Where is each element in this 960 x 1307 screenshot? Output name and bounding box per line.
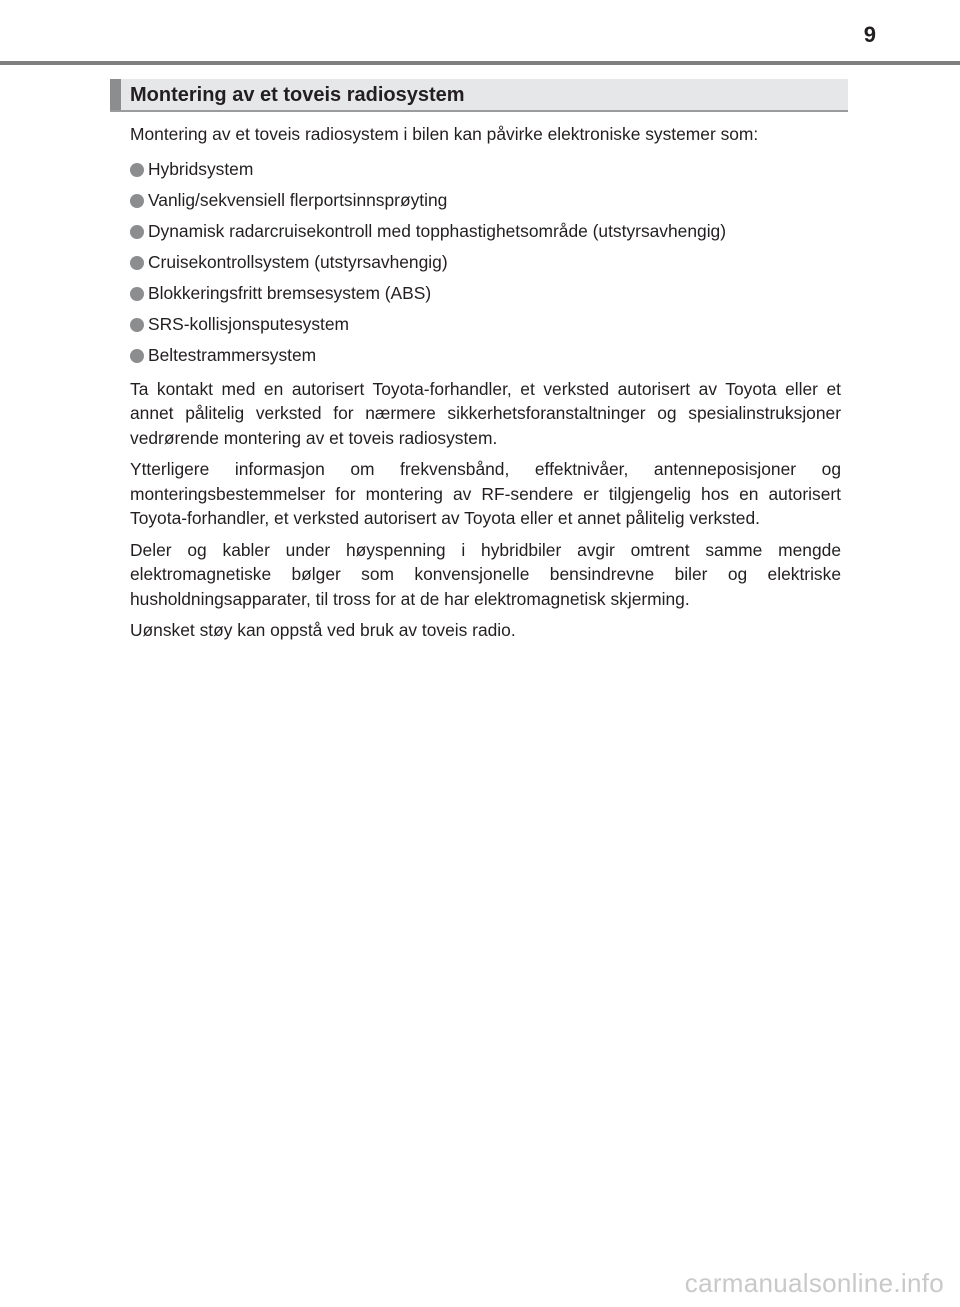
- list-item-text: Cruisekontrollsystem (utstyrsavhengig): [148, 251, 448, 272]
- noise-paragraph: Uønsket støy kan oppstå ved bruk av toveis radio.: [130, 620, 516, 640]
- section-header: [110, 79, 848, 112]
- list-item-text: Blokkeringsfritt bremsesystem (ABS): [148, 282, 432, 303]
- bullet-icon: [130, 163, 144, 177]
- list-item-text: Beltestrammersystem: [148, 344, 317, 365]
- list-item: [130, 309, 841, 340]
- bullet-icon: [130, 225, 144, 239]
- rf-information-paragraph: Ytterligere informasjon om frekvensbånd, effektnivåer, antenneposisjoner og monteringsbestemmelser for montering av RF-sendere er tilgjengelig hos en autorisert Toyota-forhandler, et verksted autorisert av Toyota eller et annet pålitelig verksted.: [130, 459, 841, 528]
- contact-dealer-paragraph: Ta kontakt med en autorisert Toyota-forhandler, et verksted autorisert av Toyota eller et annet pålitelig verksted for nærmere sikkerhetsforanstaltninger og spesialinstruksjoner vedrørende montering av et toveis radiosystem.: [130, 378, 841, 448]
- bullet-icon: [130, 287, 144, 301]
- list-item: [130, 340, 841, 371]
- top-rule: [0, 61, 960, 65]
- affected-systems-list: [130, 154, 841, 371]
- list-item-text: Hybridsystem: [148, 158, 254, 179]
- list-item: [130, 216, 841, 247]
- page-number: 9: [863, 22, 876, 47]
- bullet-icon: [130, 349, 144, 363]
- bullet-icon: [130, 256, 144, 270]
- bullet-icon: [130, 318, 144, 332]
- list-item-text: Vanlig/sekvensiell flerportsinnsprøyting: [148, 189, 448, 210]
- list-item: [130, 154, 841, 185]
- list-item: [130, 247, 841, 278]
- bullet-icon: [130, 194, 144, 208]
- section-title: Montering av et toveis radiosystem: [130, 84, 465, 106]
- intro-paragraph: Montering av et toveis radiosystem i bilen kan påvirke elektroniske systemer som:: [130, 124, 759, 144]
- high-voltage-paragraph: Deler og kabler under høyspenning i hybridbiler avgir omtrent samme mengde elektromagnetiske bølger som konvensjonelle bensindrevne biler og elektriske husholdningsapparater, til tross for at de har elektromagnetisk skjerming.: [130, 539, 841, 609]
- list-item: [130, 185, 841, 216]
- list-item-text: Dynamisk radarcruisekontroll med topphastighetsområde (utstyrsavhengig): [148, 220, 727, 241]
- section-content: [130, 122, 841, 650]
- watermark: carmanualsonline.info: [684, 1268, 944, 1298]
- list-item-text: SRS-kollisjonsputesystem: [148, 313, 350, 334]
- list-item: [130, 278, 841, 309]
- section-header-bar: [110, 79, 121, 110]
